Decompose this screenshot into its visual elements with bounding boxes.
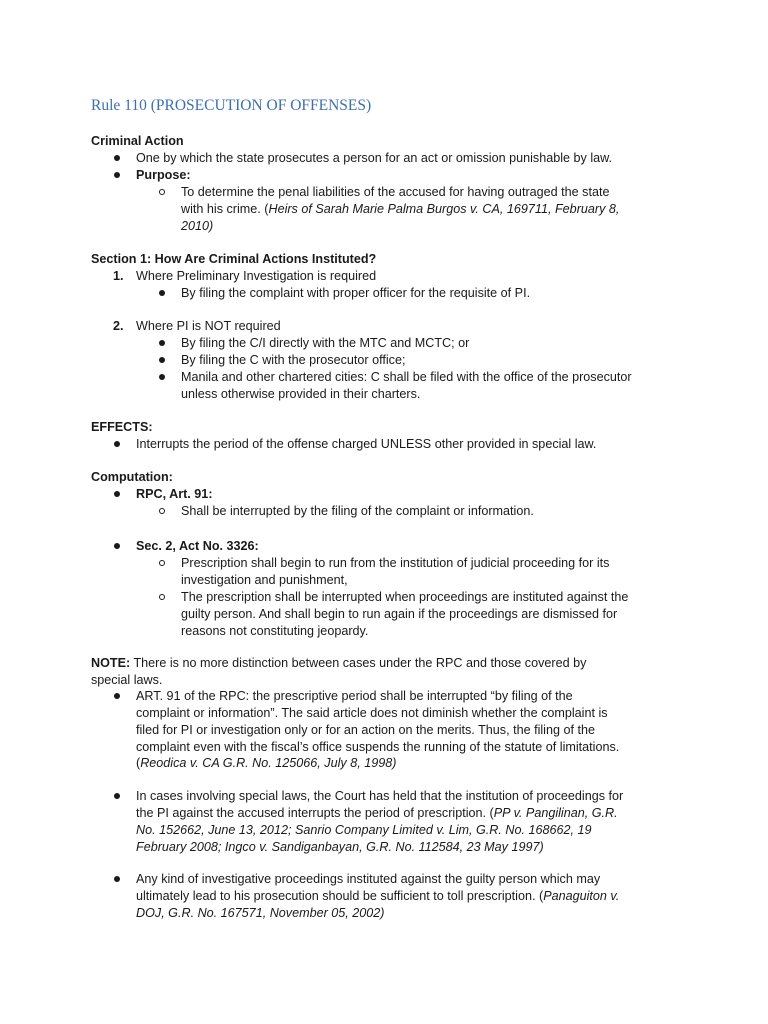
sub-bullet-icon [159, 594, 165, 600]
note-line-2: special laws. [91, 673, 163, 687]
section-1-item-2-sub-1: By filing the C/I directly with the MTC and MCTC; or [181, 336, 470, 350]
section-1-item-2-sub-3-line-2: unless otherwise provided in their charters. [181, 387, 421, 401]
purpose-text-line-1: To determine the penal liabilities of the accused for having outraged the state [181, 185, 610, 199]
rpc-label: RPC, Art. 91: [136, 487, 213, 501]
bullet-icon [114, 491, 120, 497]
section-1-item-1: Where Preliminary Investigation is required [136, 269, 377, 283]
note-bullet-1-line-4: complaint even with the fiscal’s office suspends the running of the statute of limitations. [136, 740, 620, 754]
sec2-sub-1-line-1: Prescription shall begin to run from the institution of judicial proceeding for its [181, 556, 610, 570]
sub-bullet-icon [159, 508, 165, 514]
note-bullet-3-line-3: DOJ, G.R. No. 167571, November 05, 2002) [136, 906, 385, 920]
bullet-icon [114, 543, 120, 549]
bullet-icon [114, 693, 120, 699]
sec2-sub-2-line-2: guilty person. And shall begin to run again if the proceedings are dismissed for [181, 607, 618, 621]
purpose-text-line-2 [181, 201, 619, 218]
bullet-icon [114, 793, 120, 799]
purpose-text-line-3: 2010) [181, 219, 214, 233]
note-bullet-2-line-2 [136, 805, 618, 822]
section-1-item-2: Where PI is NOT required [136, 319, 281, 333]
bullet-icon [159, 290, 165, 296]
note-bullet-1-line-1: ART. 91 of the RPC: the prescriptive period shall be interrupted “by filing of the [136, 689, 573, 703]
note-bullet-2-line-3: No. 152662, June 13, 2012; Sanrio Company Limited v. Lim, G.R. No. 168662, 19 [136, 823, 592, 837]
document-title: Rule 110 (PROSECUTION OF OFFENSES) [91, 97, 372, 114]
sec2-label: Sec. 2, Act No. 3326: [136, 539, 259, 553]
sec2-sub-2-line-1: The prescription shall be interrupted when proceedings are instituted against the [181, 590, 629, 604]
list-number-1: 1. [113, 269, 124, 283]
bullet-icon [159, 340, 165, 346]
effects-heading: EFFECTS: [91, 420, 153, 434]
section-1-item-2-sub-2: By filing the C with the prosecutor office; [181, 353, 406, 367]
computation-heading: Computation: [91, 470, 173, 484]
bullet-icon [159, 357, 165, 363]
reodica-citation: Reodica v. CA G.R. No. 125066, July 8, 1998) [140, 756, 397, 770]
sec2-sub-2-line-3: reasons not constituting jeopardy. [181, 624, 369, 638]
note-bullet-1-line-3: filed for PI or investigation only or for an action on the merits. Thus, the filing of the [136, 723, 595, 737]
note-bullet-3-line-2 [136, 888, 619, 905]
note-text: There is no more distinction between cases under the RPC and those covered by [130, 656, 587, 670]
rpc-sub: Shall be interrupted by the filing of the complaint or information. [181, 504, 534, 518]
purpose-label: Purpose: [136, 168, 191, 182]
paren: ( [136, 756, 141, 770]
note-bullet-1-line-2: complaint or information”. The said article does not diminish whether the complaint is [136, 706, 608, 720]
note-bullet-2-text: the PI against the accused interrupts the period of prescription. ( [136, 806, 494, 820]
section-1-item-2-sub-3-line-1: Manila and other chartered cities: C shall be filed with the office of the prosecutor [181, 370, 632, 384]
sub-bullet-icon [159, 560, 165, 566]
purpose-text-plain: with his crime. ( [181, 202, 269, 216]
panaguiton-citation: Panaguiton v. [543, 889, 620, 903]
sec2-sub-1-line-2: investigation and punishment, [181, 573, 348, 587]
section-1-item-1-sub: By filing the complaint with proper officer for the requisite of PI. [181, 286, 531, 300]
criminal-action-heading: Criminal Action [91, 134, 184, 148]
purpose-citation: Heirs of Sarah Marie Palma Burgos v. CA, 169711, February 8, [268, 202, 620, 216]
bullet-icon [114, 155, 120, 161]
bullet-icon [114, 876, 120, 882]
note-bullet-2-line-1: In cases involving special laws, the Court has held that the institution of proceedings for [136, 789, 624, 803]
section-1-heading: Section 1: How Are Criminal Actions Instituted? [91, 252, 377, 266]
bullet-icon [114, 172, 120, 178]
effects-item: Interrupts the period of the offense charged UNLESS other provided in special law. [136, 437, 597, 451]
pangilinan-citation: PP v. Pangilinan, G.R. [493, 806, 618, 820]
criminal-action-definition: One by which the state prosecutes a person for an act or omission punishable by law. [136, 151, 613, 165]
note-bullet-3-line-1: Any kind of investigative proceedings instituted against the guilty person which may [136, 872, 601, 886]
bullet-icon [114, 441, 120, 447]
note-label: NOTE: [91, 656, 131, 670]
sub-bullet-icon [159, 189, 165, 195]
bullet-icon [159, 374, 165, 380]
note-bullet-1-line-5 [136, 755, 396, 772]
list-number-2: 2. [113, 319, 124, 333]
note-bullet-3-text: ultimately lead to his prosecution should be sufficient to toll prescription. ( [136, 889, 544, 903]
note-line-1 [91, 655, 586, 672]
note-bullet-2-line-4: February 2008; Ingco v. Sandiganbayan, G.R. No. 112584, 23 May 1997) [136, 840, 544, 854]
